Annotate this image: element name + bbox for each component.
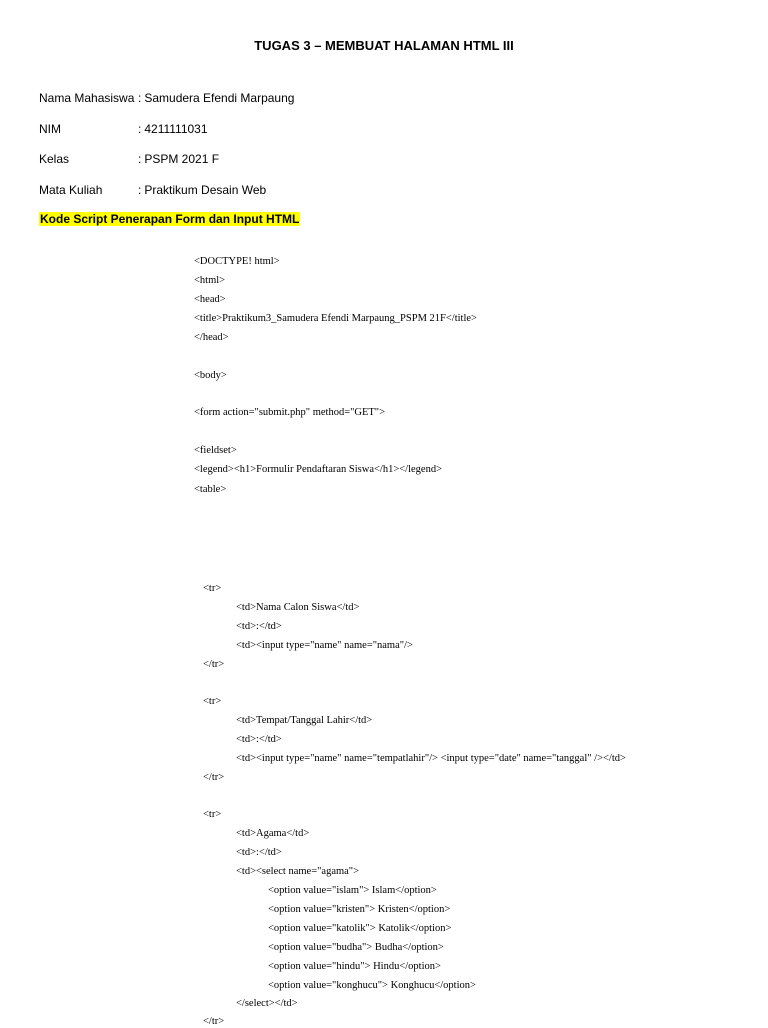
code-line: <table> [194, 484, 227, 495]
code-line: <head> [194, 294, 226, 305]
code-line: <option value="islam"> Islam</option> [268, 885, 437, 896]
section-heading: Kode Script Penerapan Form dan Input HTML [40, 212, 300, 226]
info-separator: : [138, 91, 142, 105]
info-row-nama [39, 91, 294, 105]
code-line: <td><input type="name" name="nama"/> [236, 640, 413, 651]
info-label: Nama Mahasiswa [39, 91, 135, 105]
info-row-kelas [39, 152, 219, 166]
info-separator: : [138, 152, 142, 166]
code-line: <legend><h1>Formulir Pendaftaran Siswa</h1></legend> [194, 464, 442, 475]
info-value: PSPM 2021 F [144, 152, 220, 166]
info-value: Praktikum Desain Web [144, 183, 267, 197]
code-line: <td>Agama</td> [236, 828, 310, 839]
code-line: <option value="hindu"> Hindu</option> [268, 961, 441, 972]
info-separator: : [138, 183, 142, 197]
info-label: Kelas [39, 152, 70, 166]
code-line: <option value="budha"> Budha</option> [268, 942, 444, 953]
code-line: <option value="konghucu"> Konghucu</option> [268, 980, 476, 991]
code-line: <td>:</td> [236, 847, 282, 858]
info-row-mata-kuliah [39, 183, 266, 197]
code-line: <body> [194, 370, 227, 381]
info-label: NIM [39, 122, 61, 136]
code-line: <td>Nama Calon Siswa</td> [236, 602, 360, 613]
info-value: Samudera Efendi Marpaung [144, 91, 295, 105]
code-line: <option value="katolik"> Katolik</option> [268, 923, 452, 934]
code-line: </tr> [203, 659, 225, 670]
code-line: <td>:</td> [236, 734, 282, 745]
code-line: <tr> [203, 583, 222, 594]
code-line: <option value="kristen"> Kristen</option> [268, 904, 451, 915]
info-label: Mata Kuliah [39, 183, 103, 197]
code-line: </head> [194, 332, 229, 343]
code-line: <td><input type="name" name="tempatlahir"/> <input type="date" name="tanggal" /></td> [236, 753, 626, 764]
code-line: </tr> [203, 1016, 225, 1027]
code-line: <td><select name="agama"> [236, 866, 360, 877]
code-line: <tr> [203, 809, 222, 820]
code-line: <td>Tempat/Tanggal Lahir</td> [236, 715, 373, 726]
info-value: 4211111031 [144, 122, 208, 136]
code-line: </tr> [203, 772, 225, 783]
code-line: <form action="submit.php" method="GET"> [194, 407, 386, 418]
info-row-nim [39, 122, 208, 136]
code-line: </select></td> [236, 998, 298, 1009]
code-line: <html> [194, 275, 226, 286]
info-separator: : [138, 122, 142, 136]
code-line: <DOCTYPE! html> [194, 256, 280, 267]
page-title: TUGAS 3 – MEMBUAT HALAMAN HTML III [254, 38, 514, 53]
code-line: <td>:</td> [236, 621, 282, 632]
code-line: <tr> [203, 696, 222, 707]
code-line: <title>Praktikum3_Samudera Efendi Marpaung_PSPM 21F</title> [194, 313, 477, 324]
code-line: <fieldset> [194, 445, 237, 456]
